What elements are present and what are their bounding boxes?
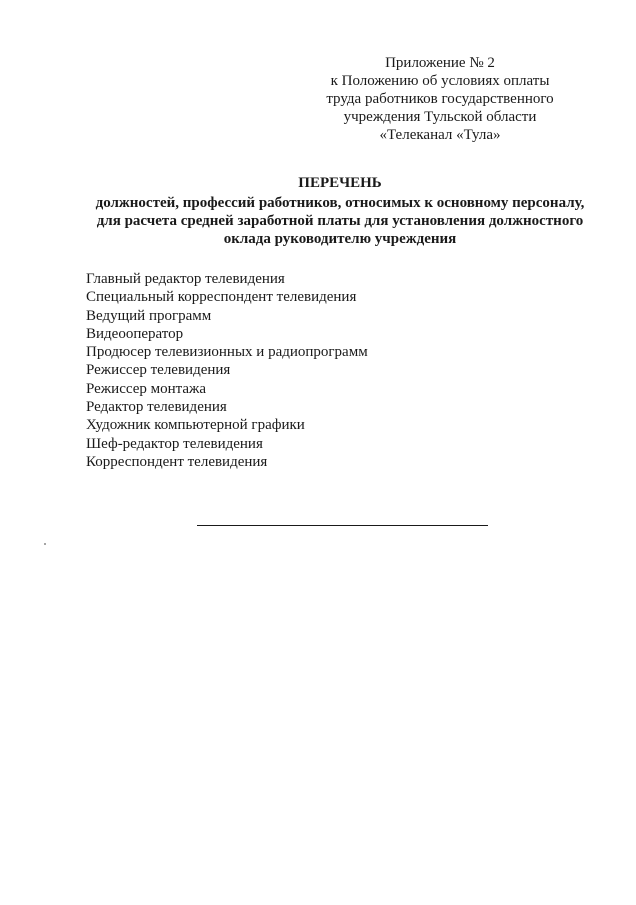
- appendix-line: Приложение № 2: [385, 55, 495, 71]
- position-item: Ведущий программ: [86, 307, 212, 324]
- position-item: Главный редактор телевидения: [86, 271, 285, 287]
- position-item: Режиссер телевидения: [86, 362, 231, 379]
- position-item: Шеф-редактор телевидения: [86, 435, 263, 452]
- scan-speck: [44, 543, 46, 545]
- position-item: Корреспондент телевидения: [86, 453, 268, 470]
- position-item: Редактор телевидения: [86, 399, 227, 416]
- document-subtitle-line: должностей, профессий работников, относимых к основному персоналу,: [95, 195, 585, 211]
- positions-list: [86, 270, 566, 471]
- position-item: Специальный корреспондент телевидения: [86, 289, 357, 306]
- position-item: Художник компьютерной графики: [86, 417, 305, 434]
- position-item: Режиссер монтажа: [86, 380, 207, 397]
- appendix-line: учреждения Тульской области: [343, 109, 537, 125]
- document-title: ПЕРЕЧЕНЬ: [298, 175, 382, 191]
- appendix-line: труда работников государственного: [326, 91, 554, 107]
- position-item: Продюсер телевизионных и радиопрограмм: [86, 344, 368, 361]
- appendix-line: «Телеканал «Тула»: [379, 127, 501, 143]
- appendix-header: [300, 54, 580, 144]
- position-item: Видеооператор: [86, 325, 184, 342]
- document-subtitle-line: оклада руководителю учреждения: [223, 231, 457, 247]
- document-heading: [40, 174, 636, 248]
- appendix-line: к Положению об условиях оплаты: [330, 73, 550, 89]
- document-subtitle-line: для расчета средней заработной платы для установления должностного: [96, 213, 584, 229]
- end-divider-line: [197, 525, 488, 526]
